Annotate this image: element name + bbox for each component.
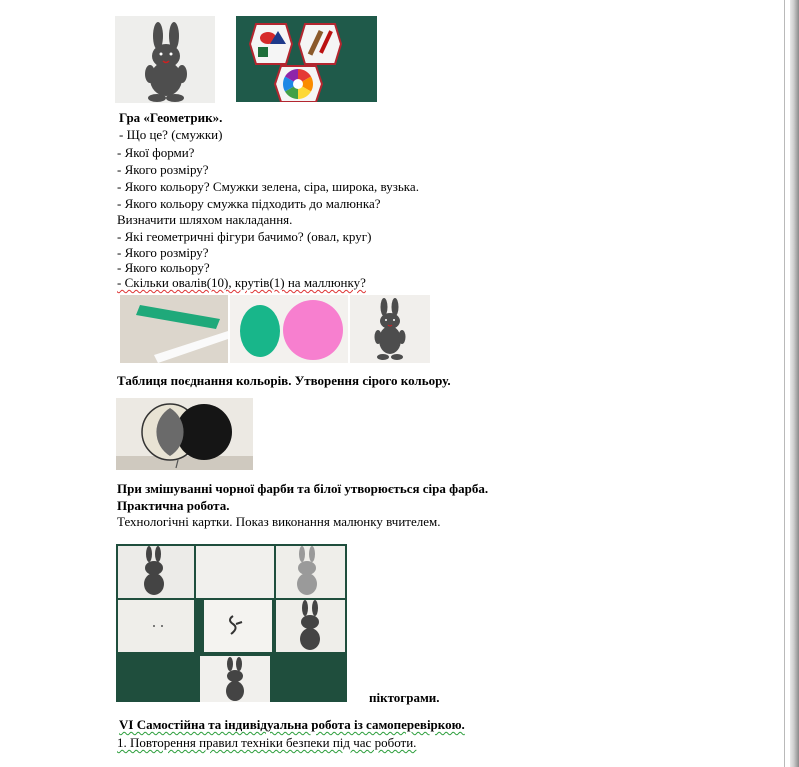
strips-photo bbox=[120, 295, 228, 363]
oval-circle-photo bbox=[230, 295, 348, 363]
question-4: - Якого кольору? Смужки зелена, сіра, широка, вузька. bbox=[117, 179, 419, 194]
question-9: - Якого кольору? bbox=[117, 260, 210, 275]
question-10: - Скільки овалів(10), крутів(1) на маллюнку? bbox=[117, 275, 366, 290]
section-6-item-1: 1. Повторення правил техніки безпеки під час роботи. bbox=[117, 735, 417, 750]
question-5: - Якого кольору смужка підходить до малюнка? bbox=[117, 196, 381, 211]
pictograms-photo bbox=[116, 544, 347, 702]
color-mixing-photo bbox=[116, 398, 253, 470]
color-table-heading: Таблиця поєднання кольорів. Утворення сірого кольору. bbox=[117, 373, 451, 388]
mixing-statement: При змішуванні чорної фарби та білої утворюється сіра фарба. bbox=[117, 481, 489, 496]
bunny-photo bbox=[115, 16, 215, 103]
question-6: Визначити шляхом накладання. bbox=[117, 212, 293, 227]
practical-work-title: Практична робота. bbox=[117, 498, 230, 513]
game-title: Гра «Геометрик». bbox=[119, 110, 223, 125]
question-1: - Що це? (смужки) bbox=[119, 127, 223, 142]
page-edge-line bbox=[784, 0, 785, 767]
question-7: - Які геометричні фігури бачимо? (овал, круг) bbox=[117, 229, 372, 244]
pictograms-caption: піктограми. bbox=[369, 690, 440, 705]
page-shadow bbox=[790, 0, 799, 767]
geometry-board-photo bbox=[236, 16, 377, 102]
question-2: - Якої форми? bbox=[117, 145, 195, 160]
question-3: - Якого розміру? bbox=[117, 162, 209, 177]
bunny-oval-photo bbox=[350, 295, 430, 363]
question-8: - Якого розміру? bbox=[117, 245, 209, 260]
section-6-title: VI Самостійна та індивідуальна робота із самоперевіркою. bbox=[119, 717, 465, 732]
practical-work-text: Технологічні картки. Показ виконання малюнку вчителем. bbox=[117, 514, 441, 529]
